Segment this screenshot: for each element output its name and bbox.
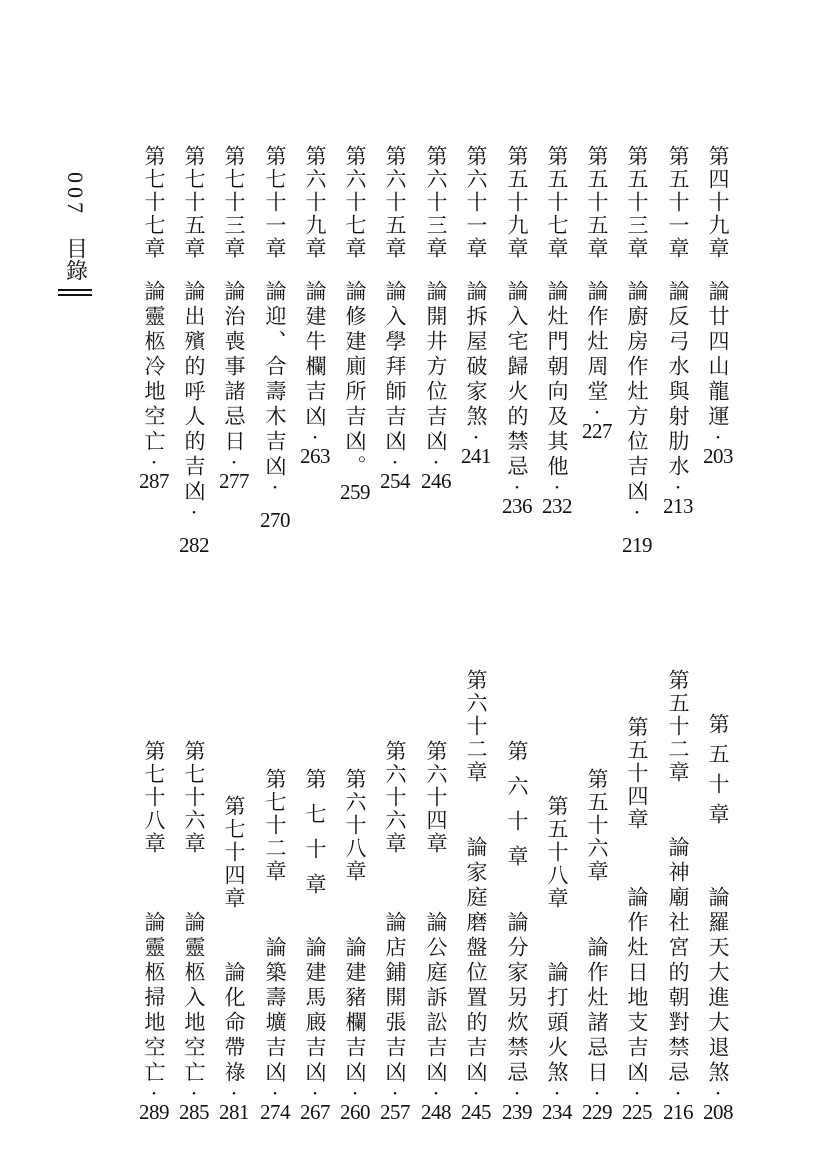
chapter-title: 論神廟社宮的朝對禁忌 [666,836,690,1086]
page-ref: 274 [260,1100,290,1124]
chapter-title: 論廿四山龍運 [706,280,730,430]
chapter-number: 第七十二章 [263,768,287,883]
chapter-number: 第六十六章 [383,740,407,855]
chapter-title: 論靈柩冷地空亡 [142,280,166,455]
leader-dot: · [351,1081,359,1105]
leader-dot: · [714,425,722,449]
toc_top-entry [580,145,614,443]
page-ref: 227 [582,419,612,443]
leader-dot: · [432,1081,440,1105]
page-ref: 260 [340,1100,370,1124]
leader-dot: · [553,1081,561,1105]
page-ref: 236 [502,494,532,518]
chapter-number: 第七十三章 [222,145,246,260]
page-ref: 245 [461,1100,491,1124]
toc_bottom-entry [620,716,654,1124]
leader-dot: · [190,1081,198,1105]
chapter-number: 第五十八章 [545,795,569,910]
toc_top-entry [258,145,292,532]
toc_bottom-entry [419,740,453,1124]
chapter-title: 論入學拜師吉凶 [383,280,407,455]
chapter-title: 論建馬廄吉凶 [303,936,327,1086]
chapter-number: 第七十七章 [142,145,166,260]
leader-dot: · [311,425,319,449]
page-ref: 239 [502,1100,532,1124]
toc_bottom-entry [661,669,695,1124]
chapter-number: 第五十九章 [505,145,529,260]
toc_top-entry [500,145,534,518]
toc_bottom-entry [258,768,292,1124]
section-title: 目錄 [62,237,88,281]
page-ref: 248 [421,1100,451,1124]
page-ref: 213 [663,494,693,518]
leader-dot: · [513,475,521,499]
chapter-title: 論迎、合壽木吉凶 [263,280,287,480]
toc_bottom-entry [298,768,332,1124]
page-ref: 246 [421,469,451,493]
chapter-title: 論打頭火煞 [545,961,569,1086]
chapter-title: 論作灶周堂 [585,280,609,405]
page-ref: 208 [703,1100,733,1124]
page-folio [58,172,92,299]
chapter-title: 論灶門朝向及其他 [545,280,569,480]
chapter-title: 論作灶日地支吉凶 [625,886,649,1086]
leader-dot: · [311,1081,319,1105]
chapter-number: 第七十四章 [222,795,246,910]
toc_top-entry [378,145,412,493]
chapter-number: 第七十章 [303,768,327,908]
toc_top-entry [701,145,735,468]
chapter-number: 第七十八章 [142,740,166,855]
chapter-number: 第六十七章 [343,145,367,260]
toc_bottom-entry [177,740,211,1124]
page-ref: 229 [582,1100,612,1124]
toc_top-entry [459,145,493,468]
chapter-title: 論反弓水與射肋水 [666,280,690,480]
leader-dot: · [513,1081,521,1105]
chapter-number: 第六十三章 [424,145,448,260]
leader-dot: · [391,450,399,474]
page-ref: 289 [139,1100,169,1124]
page-ref: 234 [542,1100,572,1124]
page-ref: 287 [139,469,169,493]
page-number: 007 [63,172,88,217]
leader-dot: · [230,1081,238,1105]
section-rule [58,289,92,299]
leader-dot: · [553,475,561,499]
leader-dot: · [472,425,480,449]
chapter-title: 論建牛欄吉凶 [303,280,327,430]
toc_bottom-entry [338,768,372,1124]
leader-dot: · [633,1081,641,1105]
chapter-number: 第五十二章 [666,669,690,784]
toc_bottom-entry [378,740,412,1124]
chapter-number: 第六十二章 [464,669,488,784]
leader-dot: · [593,400,601,424]
chapter-number: 第五十章 [706,713,730,833]
chapter-title: 論拆屋破家煞 [464,280,488,430]
chapter-number: 第六十一章 [464,145,488,260]
page-ref: 257 [380,1100,410,1124]
page-ref: 203 [703,444,733,468]
chapter-number: 第五十五章 [585,145,609,260]
leader-dot: · [150,450,158,474]
chapter-title: 論化命帶祿 [222,961,246,1086]
chapter-number: 第五十一章 [666,145,690,260]
toc_top-entry [137,145,171,493]
page-ref: 267 [300,1100,330,1124]
toc_bottom-entry [580,768,614,1124]
chapter-number: 第六十五章 [383,145,407,260]
chapter-number: 第五十四章 [625,716,649,831]
leader-dot: · [714,1081,722,1105]
leader-dot: · [190,500,198,524]
leader-dot: · [230,450,238,474]
chapter-number: 第五十七章 [545,145,569,260]
chapter-title: 論公庭訴訟吉凶 [424,911,448,1086]
leader-dot: · [472,1081,480,1105]
chapter-title: 論治喪事諸忌日 [222,280,246,455]
page-ref: 259 [340,480,370,504]
leader-dot: · [271,475,279,499]
chapter-title: 論出殯的呼人的吉凶 [182,280,206,505]
toc_top-entry [540,145,574,518]
toc_top-entry [298,145,332,468]
toc_top-entry [177,145,211,557]
leader-dot: · [633,500,641,524]
page-ref: 277 [219,469,249,493]
page-ref: 225 [622,1100,652,1124]
page-ref: 282 [179,533,209,557]
chapter-title: 論店鋪開張吉凶 [383,911,407,1086]
leader-dot: · [432,450,440,474]
chapter-title: 論入宅歸火的禁忌 [505,280,529,480]
chapter-title: 論分家另炊禁忌 [505,911,529,1086]
chapter-title: 論廚房作灶方位吉凶 [625,280,649,505]
toc_top-entry [661,145,695,518]
chapter-number: 第七十五章 [182,145,206,260]
page-ref: 254 [380,469,410,493]
chapter-number: 第六十四章 [424,740,448,855]
toc_bottom-entry [217,795,251,1124]
leader-dot: · [674,1081,682,1105]
toc_top-entry [217,145,251,493]
leader-dot: · [271,1081,279,1105]
toc_bottom-entry [137,740,171,1124]
toc_bottom-entry [540,795,574,1124]
leader-dot: · [593,1081,601,1105]
toc_top-entry [620,145,654,557]
page-ref: 270 [260,508,290,532]
page-ref: 281 [219,1100,249,1124]
chapter-number: 第六十八章 [343,768,367,883]
toc_top-entry [338,145,372,504]
chapter-number: 第四十九章 [706,145,730,260]
page-ref: 241 [461,444,491,468]
chapter-title: 論建豬欄吉凶 [343,936,367,1086]
page-ref: 219 [622,533,652,557]
chapter-title: 論靈柩掃地空亡 [142,911,166,1086]
page-ref: 216 [663,1100,693,1124]
leader-dot: · [150,1081,158,1105]
toc_top-entry [419,145,453,493]
chapter-number: 第五十六章 [585,768,609,883]
chapter-title: 論家庭磨盤位置的吉凶 [464,836,488,1086]
chapter-title: 論修建廁所吉凶。 [343,280,367,480]
toc_bottom-entry [459,669,493,1124]
page-ref: 285 [179,1100,209,1124]
chapter-title: 論築壽壙吉凶 [263,936,287,1086]
page-ref: 263 [300,444,330,468]
toc_bottom-entry [500,740,534,1124]
chapter-title: 論靈柩入地空亡 [182,911,206,1086]
chapter-number: 第五十三章 [625,145,649,260]
chapter-title: 論作灶諸忌日 [585,936,609,1086]
chapter-number: 第七十六章 [182,740,206,855]
chapter-number: 第六十九章 [303,145,327,260]
toc_bottom-entry [701,713,735,1124]
chapter-title: 論開井方位吉凶 [424,280,448,455]
leader-dot: · [674,475,682,499]
leader-dot: · [391,1081,399,1105]
page-ref: 232 [542,494,572,518]
chapter-title: 論羅天大進大退煞 [706,886,730,1086]
chapter-number: 第七十一章 [263,145,287,260]
chapter-number: 第六十章 [505,740,529,880]
